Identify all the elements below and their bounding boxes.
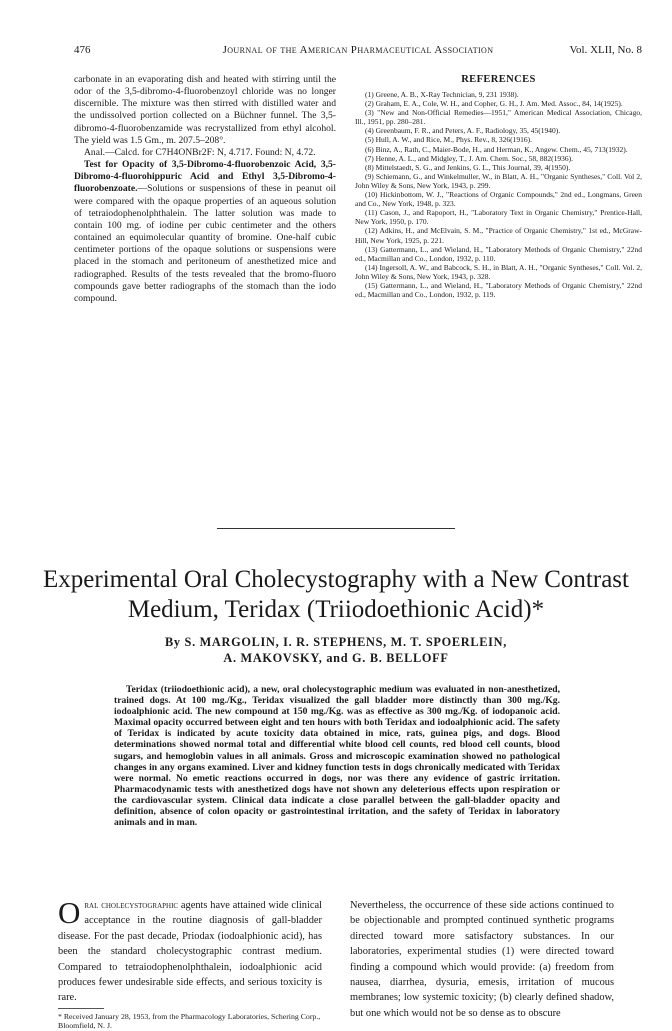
references-column	[355, 74, 642, 299]
reference-item: (6) Binz, A., Rath, C., Maier-Bode, H., and Herman, K., Angew. Chem., 45, 713(1932).	[365, 144, 628, 154]
drop-cap: O	[58, 895, 81, 930]
reference-item: (3) "New and Non-Official Remedies—1951," American Medical Association, Chicago, Ill., 1951, pp. 280–281.	[355, 108, 642, 127]
references-heading: REFERENCES	[461, 74, 536, 85]
reference-item: (5) Hull, A. W., and Rice, M., Phys. Rev., 8, 326(1916).	[365, 135, 533, 145]
author-list	[40, 634, 632, 666]
reference-item: (4) Greenbaum, F. R., and Peters, A. F., Radiology, 35, 45(1940).	[365, 126, 561, 136]
section-heading: Test for Opacity of 3,5-Dibromo-4-fluorobenzoic Acid, 3,5-Dibromo-4-fluorohippuric Acid and Ethyl 3,5-Dibromo-4-fluorobenzoate.	[74, 159, 336, 195]
reference-item: (14) Ingersoll, A. W., and Babcock, S. H., in Blatt, A. H., "Organic Syntheses," Coll. Vol. 2, John Wiley & Sons, New York, 1943, p. 328.	[355, 262, 642, 281]
reference-item: (12) Adkins, H., and McElvain, S. M., "Practice of Organic Chemistry," 1st ed., McGraw-Hill, New York, 1925, p. 221.	[355, 226, 642, 245]
journal-title: Journal of the American Pharmaceutical Association	[222, 44, 494, 56]
small-caps-lead: ral cholecystographic	[84, 900, 179, 911]
reference-item: (7) Henne, A. L., and Midgley, T., J. Am. Chem. Soc., 58, 882(1936).	[365, 153, 573, 163]
reference-item: (10) Hickinbottom, W. J., "Reactions of Organic Compounds," 2nd ed., Longmans, Green and Co., New York, 1948, p. 323.	[355, 190, 642, 209]
section-divider	[217, 528, 455, 529]
article-title: Experimental Oral Cholecystography with a New Contrast Medium, Teridax (Triiodoethionic Acid)*	[43, 566, 629, 623]
reference-item: (11) Cason, J., and Rapoport, H., "Laboratory Text in Organic Chemistry," Prentice-Hall, New York, 1950, p. 170.	[355, 208, 642, 227]
paragraph: carbonate in an evaporating dish and heated with stirring until the odor of the 3,5-dibromo-4-fluorobenzoyl chloride was no longer discernible. The mixture was then stirred with distilled water and the undissolved portion collected on a Büchner funnel. The 3,5-dibromo-4-fluorobenzamide was recrystallized from ethyl alcohol. The yield was 1.5 Gm., m. 207.5–208°.	[74, 74, 336, 146]
volume-issue: Vol. XLII, No. 8	[569, 44, 642, 56]
reference-item: (1) Greene, A. B., X-Ray Technician, 9, 231 1938).	[365, 90, 519, 99]
reference-item: (15) Gattermann, L., and Wieland, H., "Laboratory Methods of Organic Chemistry," 22nd ed., Macmillan and Co., London, 1932, p. 119.	[355, 280, 642, 300]
running-header	[74, 44, 642, 60]
paragraph-text: —Solutions or suspensions of these in peanut oil were compared with the opaque properties of an aqueous solution of tetraiodophenolphthalein. The latter solution was made to contain 100 mg. of iodine per cubic centimeter and the others contained an equimolecular quantity of bromine. One-half cubic centimeter portions of the opaque solutions or suspensions were placed in the stomach and peritoneum of anesthetized mice and radiographed. Results of the tests revealed that the bromo-fluoro compounds gave better radiographs of the stomach than the iodo compound.	[74, 183, 336, 304]
reference-item: (8) Mittelstaedt, S. G., and Jenkins, G. L., This Journal, 39, 4(1950).	[365, 162, 571, 172]
reference-item: (2) Graham, E. A., Cole, W. H., and Copher, G. H., J. Am. Med. Assoc., 84, 14(1925).	[365, 99, 623, 109]
analysis-line: Anal.—Calcd. for C7H4ONBr2F: N, 4.717. Found: N, 4.72.	[84, 146, 316, 158]
body-text: agents have attained wide clinical acceptance in the routine diagnosis of gall-bladder disease. For the past decade, Priodax (iodoalphionic acid), has been the standard cholecystographic contrast medium. Compared to tetraiodophenolphthalein, iodoalphionic acid produces fewer undesirable side effects, and serious toxicity is rare.	[58, 900, 322, 1004]
body-right-column: Nevertheless, the occurrence of these side actions continued to be objectionable and prompted continued synthetic programs directed toward more satisfactory substances. In our laboratories, experimental studies (1) were directed toward finding a compound which would provide: (a) freedom from nausea, diarrhea, dysuria, emesis, irritation of mucous membranes; low systemic toxicity; (b) clearly defined shadow, but one which would not be so dense as to obscure	[350, 900, 614, 1019]
body-left-column	[58, 895, 322, 1006]
reference-item: (9) Schiemann, G., and Winkelmuller, W., in Blatt, A. H., "Organic Syntheses," Coll. Vol 2, John Wiley & Sons, New York, 1943, p. 299.	[355, 171, 642, 190]
abstract: Teridax (triiodoethionic acid), a new, oral cholecystographic medium was evaluated in non-anesthetized, trained dogs. At 100 mg./Kg., Teridax visualized the gall bladder more distinctly than 300 mg./Kg. iodoalphionic acid. The new compound at 150 mg./Kg. was as effective as 300 mg./Kg. of iodopanoic acid. Maximal opacity occurred between eight and ten hours with both Teridax and iodoalphionic acid. The safety of Teridax is indicated by acute toxicity data obtained in mice, rats, guinea pigs, and dogs. Blood determinations showed normal total and differential white blood cell counts, red blood cell counts, blood sugars, and hemoglobin values in all animals. Gross and microscopic examination showed no pathological changes in any organs examined. Liver and kidney function tests in dogs chronically medicated with Teridax were normal. No emetic reactions occurred in dogs, nor was there any evidence of gastric irritation. Pharmacodynamic tests with anesthetized dogs have not shown any deleterious effects upon respiration or the cardiovascular system. Clinical data indicate a close parallel between the gall-bladder opacity and definition, absence of colon opacity or gastrointestinal irritation, and the safety of Teridax in laboratory animals and in man.	[114, 684, 560, 829]
left-column-text	[74, 74, 336, 305]
author-line: A. MAKOVSKY, and G. B. BELLOFF	[223, 651, 449, 665]
reference-item: (13) Gattermann, L., and Wieland, H., "Laboratory Methods of Organic Chemistry," 22nd ed., Macmillan and Co., London, 1932, p. 110.	[355, 244, 642, 263]
opacity-test-paragraph	[74, 159, 336, 305]
author-line: By S. MARGOLIN, I. R. STEPHENS, M. T. SPOERLEIN,	[165, 635, 507, 649]
footnote: * Received January 28, 1953, from the Pharmacology Laboratories, Schering Corp., Bloomfield, N. J.	[58, 1012, 321, 1031]
footnote-rule	[58, 1008, 104, 1009]
page-number: 476	[74, 44, 91, 56]
